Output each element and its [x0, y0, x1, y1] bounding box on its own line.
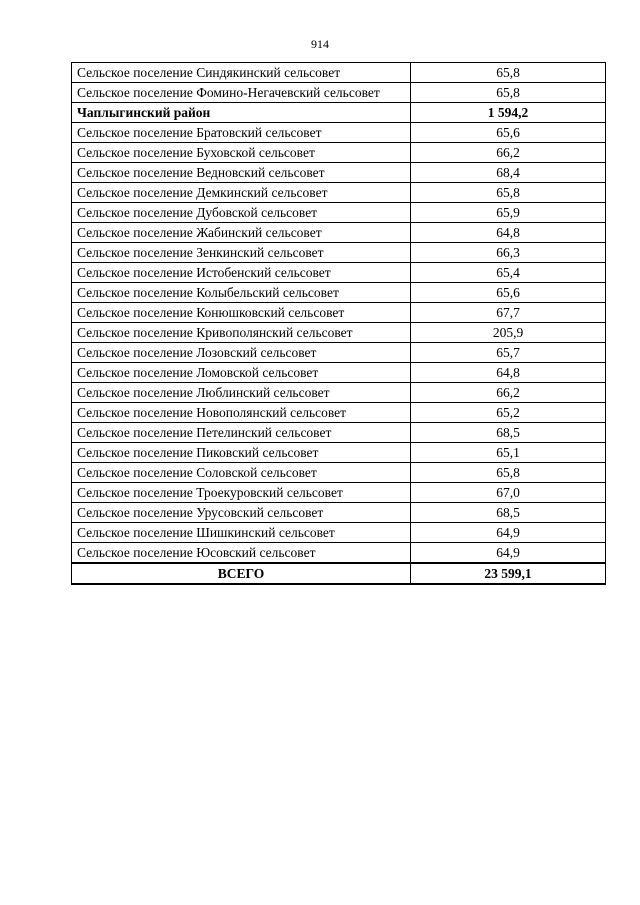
settlement-name: Сельское поселение Дубовской сельсовет	[72, 203, 411, 223]
amount-value: 66,2	[411, 383, 606, 403]
settlement-name: Сельское поселение Пиковский сельсовет	[72, 443, 411, 463]
amount-value: 66,2	[411, 143, 606, 163]
table-body	[72, 63, 606, 564]
settlement-name: Сельское поселение Люблинский сельсовет	[72, 383, 411, 403]
settlement-name: Сельское поселение Буховской сельсовет	[72, 143, 411, 163]
amount-value: 67,7	[411, 303, 606, 323]
amount-value: 65,2	[411, 403, 606, 423]
settlement-name: Чаплыгинский район	[72, 103, 411, 123]
settlement-name: Сельское поселение Урусовский сельсовет	[72, 503, 411, 523]
amount-value: 65,8	[411, 183, 606, 203]
amount-value: 68,5	[411, 503, 606, 523]
table-row	[72, 403, 606, 423]
amount-value: 65,8	[411, 63, 606, 83]
settlement-name: Сельское поселение Кривополянский сельсовет	[72, 323, 411, 343]
settlement-name: Сельское поселение Фомино-Негачевский сельсовет	[72, 83, 411, 103]
table-row	[72, 83, 606, 103]
amount-value: 1 594,2	[411, 103, 606, 123]
amount-value: 64,9	[411, 543, 606, 564]
settlement-name: Сельское поселение Демкинский сельсовет	[72, 183, 411, 203]
amount-value: 64,8	[411, 223, 606, 243]
table-row	[72, 363, 606, 383]
table-row	[72, 443, 606, 463]
amount-value: 65,7	[411, 343, 606, 363]
settlement-name: Сельское поселение Новополянский сельсовет	[72, 403, 411, 423]
amount-value: 65,6	[411, 123, 606, 143]
table-row	[72, 263, 606, 283]
table-row	[72, 483, 606, 503]
table-row	[72, 163, 606, 183]
settlement-name: Сельское поселение Шишкинский сельсовет	[72, 523, 411, 543]
table-row	[72, 223, 606, 243]
table-row	[72, 423, 606, 443]
table-row	[72, 383, 606, 403]
table-row	[72, 203, 606, 223]
table-row	[72, 503, 606, 523]
settlement-name: Сельское поселение Ведновский сельсовет	[72, 163, 411, 183]
settlement-name: Сельское поселение Зенкинский сельсовет	[72, 243, 411, 263]
table-row	[72, 243, 606, 263]
budget-table	[71, 62, 606, 585]
total-value: 23 599,1	[411, 563, 606, 584]
table-row	[72, 183, 606, 203]
settlement-name: Сельское поселение Синдякинский сельсовет	[72, 63, 411, 83]
amount-value: 64,9	[411, 523, 606, 543]
settlement-name: Сельское поселение Петелинский сельсовет	[72, 423, 411, 443]
total-row	[72, 563, 606, 584]
amount-value: 68,4	[411, 163, 606, 183]
settlement-name: Сельское поселение Истобенский сельсовет	[72, 263, 411, 283]
amount-value: 65,8	[411, 463, 606, 483]
settlement-name: Сельское поселение Ломовской сельсовет	[72, 363, 411, 383]
settlement-name: Сельское поселение Братовский сельсовет	[72, 123, 411, 143]
table-row	[72, 323, 606, 343]
settlement-name: Сельское поселение Колыбельский сельсовет	[72, 283, 411, 303]
table-row	[72, 523, 606, 543]
table-row	[72, 343, 606, 363]
district-row	[72, 103, 606, 123]
amount-value: 65,8	[411, 83, 606, 103]
settlement-name: Сельское поселение Юсовский сельсовет	[72, 543, 411, 564]
amount-value: 65,9	[411, 203, 606, 223]
amount-value: 65,1	[411, 443, 606, 463]
total-label: ВСЕГО	[72, 563, 411, 584]
amount-value: 205,9	[411, 323, 606, 343]
amount-value: 65,6	[411, 283, 606, 303]
amount-value: 68,5	[411, 423, 606, 443]
settlement-name: Сельское поселение Конюшковский сельсовет	[72, 303, 411, 323]
table-row	[72, 283, 606, 303]
table-row	[72, 303, 606, 323]
table-row	[72, 143, 606, 163]
table-row	[72, 543, 606, 564]
settlement-name: Сельское поселение Троекуровский сельсовет	[72, 483, 411, 503]
amount-value: 67,0	[411, 483, 606, 503]
page-number: 914	[311, 37, 329, 51]
settlement-name: Сельское поселение Жабинский сельсовет	[72, 223, 411, 243]
table-row	[72, 63, 606, 83]
settlement-name: Сельское поселение Соловской сельсовет	[72, 463, 411, 483]
settlement-name: Сельское поселение Лозовский сельсовет	[72, 343, 411, 363]
amount-value: 65,4	[411, 263, 606, 283]
amount-value: 66,3	[411, 243, 606, 263]
amount-value: 64,8	[411, 363, 606, 383]
table-row	[72, 123, 606, 143]
table-row	[72, 463, 606, 483]
